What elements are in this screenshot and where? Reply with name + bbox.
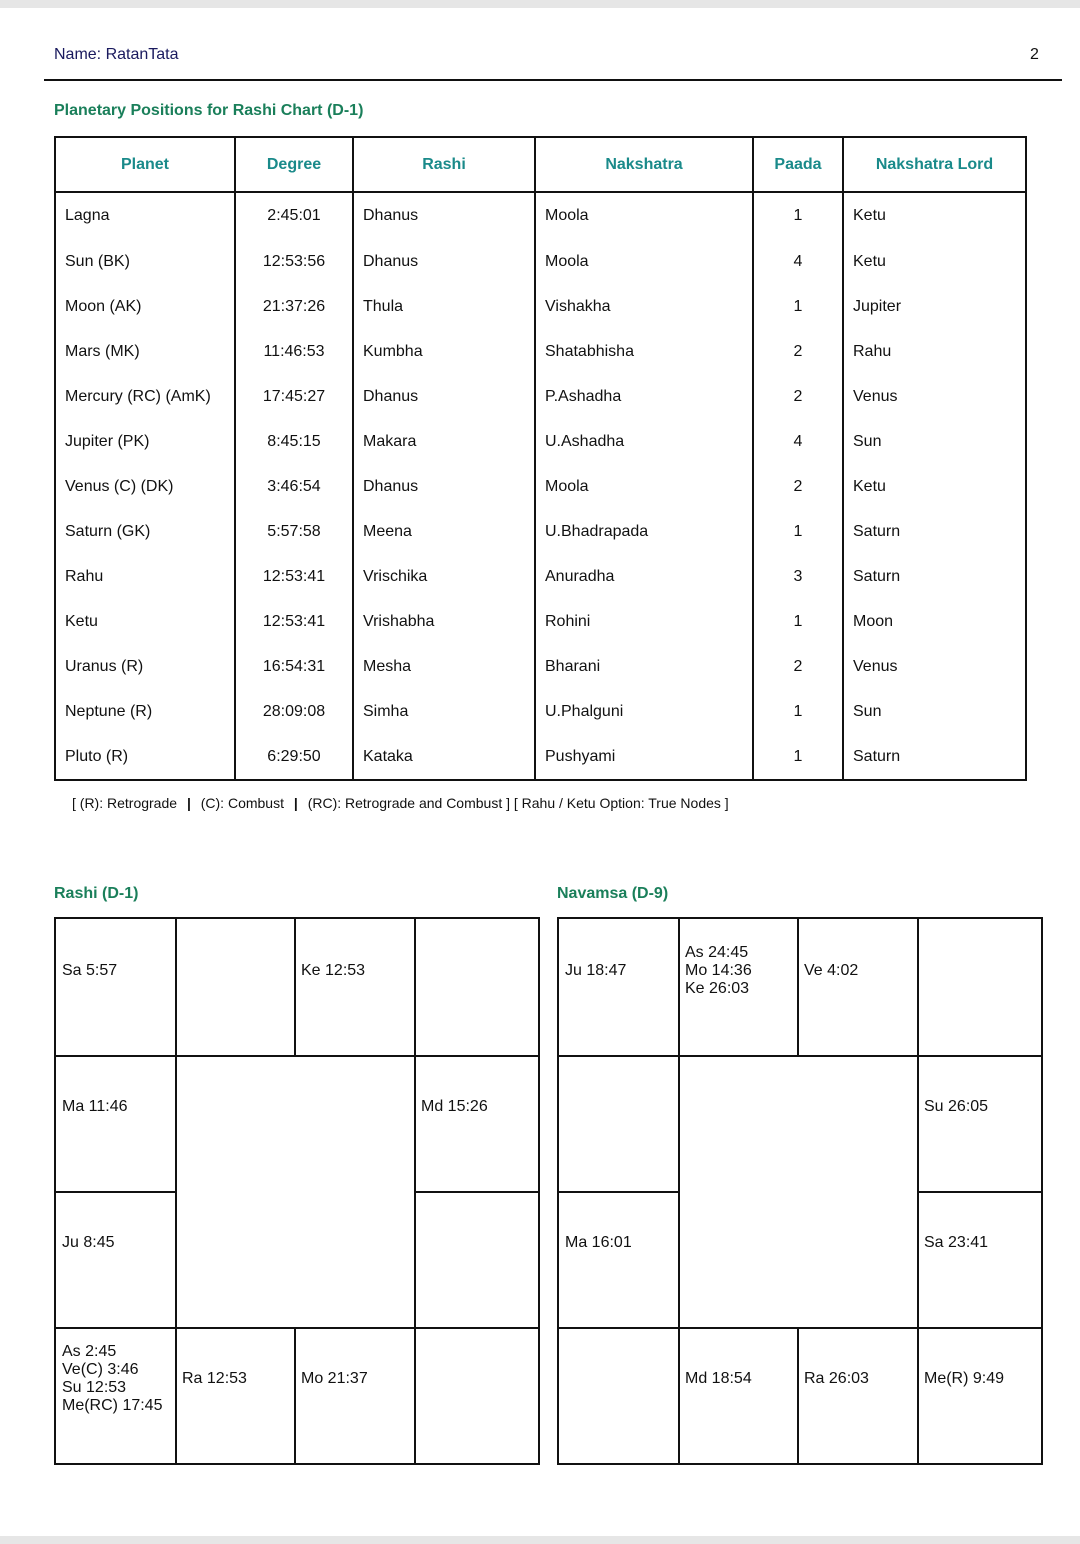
cell-planet: Jupiter (PK) bbox=[55, 419, 235, 464]
table-row bbox=[55, 192, 1026, 239]
cell-rashi: Vrishabha bbox=[353, 599, 535, 644]
cell-paada: 2 bbox=[753, 374, 843, 419]
cell-paada: 1 bbox=[753, 192, 843, 239]
planet-placement: Ra 26:03 bbox=[804, 1370, 869, 1387]
house-cell bbox=[924, 1370, 1037, 1388]
legend-separator: | bbox=[186, 795, 191, 811]
legend-combust: (C): Combust bbox=[200, 795, 284, 811]
chart-divider bbox=[797, 1328, 799, 1463]
cell-degree: 5:57:58 bbox=[235, 509, 353, 554]
cell-planet: Neptune (R) bbox=[55, 689, 235, 734]
cell-nakshatra-lord: Ketu bbox=[853, 207, 886, 224]
cell-nakshatra: U.Bhadrapada bbox=[535, 509, 753, 554]
planet-placement: Su 26:05 bbox=[924, 1098, 989, 1115]
house-cell bbox=[565, 962, 675, 980]
table-row bbox=[55, 464, 1026, 509]
house-cell bbox=[924, 1234, 1037, 1252]
cell-rashi: Kumbha bbox=[353, 329, 535, 374]
cell-paada: 1 bbox=[753, 284, 843, 329]
cell-nakshatra-lord: Jupiter bbox=[853, 297, 902, 315]
table-row bbox=[55, 599, 1026, 644]
chart-divider bbox=[56, 1327, 538, 1329]
chart-divider bbox=[294, 1328, 296, 1463]
cell-paada: 4 bbox=[753, 419, 843, 464]
planet-placement: Ve 4:02 bbox=[804, 962, 859, 979]
cell-rashi: Meena bbox=[353, 509, 535, 554]
cell-nakshatra: Bharani bbox=[535, 644, 753, 689]
cell-nakshatra: Moola bbox=[535, 192, 753, 239]
cell-nakshatra-lord: Rahu bbox=[853, 342, 892, 360]
cell-paada: 1 bbox=[753, 509, 843, 554]
planetary-positions-title: Planetary Positions for Rashi Chart (D-1) bbox=[54, 102, 364, 119]
legend-retro-combust-nodes: (RC): Retrograde and Combust ] [ Rahu / Ketu Option: True Nodes ] bbox=[307, 795, 729, 811]
house-cell bbox=[804, 962, 914, 980]
header-divider bbox=[44, 79, 1062, 81]
cell-paada: 1 bbox=[753, 689, 843, 734]
cell-paada: 4 bbox=[753, 239, 843, 284]
planet-placement: Md 15:26 bbox=[421, 1098, 488, 1115]
house-cell bbox=[685, 1370, 794, 1388]
planet-placement: As 2:45 bbox=[62, 1343, 117, 1360]
cell-rashi: Dhanus bbox=[353, 192, 535, 239]
planet-placement: Ra 12:53 bbox=[182, 1370, 247, 1387]
cell-nakshatra: Pushyami bbox=[535, 734, 753, 780]
cell-nakshatra-lord: Saturn bbox=[853, 747, 901, 765]
cell-degree: 21:37:26 bbox=[235, 284, 353, 329]
navamsa-chart-grid bbox=[557, 917, 1043, 1465]
legend-separator: | bbox=[293, 795, 298, 811]
cell-rashi: Makara bbox=[353, 419, 535, 464]
cell-nakshatra-lord: Moon bbox=[853, 612, 894, 630]
planet-placement: Sa 23:41 bbox=[924, 1234, 989, 1251]
cell-nakshatra: U.Ashadha bbox=[535, 419, 753, 464]
cell-rashi: Dhanus bbox=[353, 239, 535, 284]
cell-planet: Lagna bbox=[55, 192, 235, 239]
table-row bbox=[55, 419, 1026, 464]
top-margin-bar bbox=[0, 0, 1080, 8]
planet-placement: Ke 26:03 bbox=[685, 980, 750, 997]
cell-nakshatra: Moola bbox=[535, 239, 753, 284]
cell-rashi: Kataka bbox=[353, 734, 535, 780]
planet-placement: Mo 21:37 bbox=[301, 1370, 368, 1387]
cell-planet: Pluto (R) bbox=[55, 734, 235, 780]
cell-nakshatra-lord: Saturn bbox=[853, 567, 901, 585]
cell-degree: 2:45:01 bbox=[235, 192, 353, 239]
col-header-degree: Degree bbox=[235, 137, 353, 192]
planet-placement: Ju 18:47 bbox=[565, 962, 627, 979]
header-name: Name: RatanTata bbox=[54, 46, 179, 63]
cell-nakshatra: Moola bbox=[535, 464, 753, 509]
cell-degree: 3:46:54 bbox=[235, 464, 353, 509]
cell-rashi: Vrischika bbox=[353, 554, 535, 599]
cell-planet: Venus (C) (DK) bbox=[55, 464, 235, 509]
chart-divider bbox=[294, 919, 296, 1056]
cell-nakshatra-lord: Venus bbox=[853, 657, 898, 675]
planet-placement: Me(R) 9:49 bbox=[924, 1370, 1005, 1387]
cell-planet: Mercury (RC) (AmK) bbox=[55, 374, 235, 419]
cell-nakshatra-lord: Venus bbox=[853, 387, 898, 405]
navamsa-chart-title: Navamsa (D-9) bbox=[557, 885, 669, 902]
house-cell bbox=[62, 1343, 172, 1415]
cell-degree: 12:53:56 bbox=[235, 239, 353, 284]
cell-nakshatra-lord: Saturn bbox=[853, 522, 901, 540]
cell-planet: Rahu bbox=[55, 554, 235, 599]
table-row bbox=[55, 374, 1026, 419]
house-cell bbox=[62, 1234, 172, 1252]
house-cell bbox=[421, 1098, 534, 1116]
col-header-nakshatra: Nakshatra bbox=[535, 137, 753, 192]
cell-nakshatra-lord: Ketu bbox=[853, 252, 886, 270]
table-row bbox=[55, 734, 1026, 780]
chart-divider bbox=[415, 1191, 538, 1193]
table-row bbox=[55, 284, 1026, 329]
planetary-positions-table bbox=[54, 136, 1027, 781]
planet-placement: Mo 14:36 bbox=[685, 962, 752, 979]
table-row bbox=[55, 689, 1026, 734]
planet-placement: Sa 5:57 bbox=[62, 962, 118, 979]
cell-nakshatra: P.Ashadha bbox=[535, 374, 753, 419]
house-cell bbox=[804, 1370, 914, 1388]
page-number: 2 bbox=[1030, 46, 1039, 63]
cell-nakshatra-lord: Ketu bbox=[853, 477, 886, 495]
cell-planet: Moon (AK) bbox=[55, 284, 235, 329]
cell-nakshatra: Shatabhisha bbox=[535, 329, 753, 374]
table-row bbox=[55, 329, 1026, 374]
cell-nakshatra: U.Phalguni bbox=[535, 689, 753, 734]
cell-nakshatra-lord: Sun bbox=[853, 702, 882, 720]
planet-placement: Ke 12:53 bbox=[301, 962, 366, 979]
table-row bbox=[55, 509, 1026, 554]
cell-rashi: Mesha bbox=[353, 644, 535, 689]
cell-nakshatra-lord: Sun bbox=[853, 432, 882, 450]
planet-placement: Me(RC) 17:45 bbox=[62, 1397, 163, 1414]
cell-degree: 12:53:41 bbox=[235, 599, 353, 644]
cell-paada: 2 bbox=[753, 329, 843, 374]
chart-divider bbox=[559, 1327, 1041, 1329]
cell-degree: 17:45:27 bbox=[235, 374, 353, 419]
house-cell bbox=[182, 1370, 291, 1388]
table-row bbox=[55, 239, 1026, 284]
bottom-margin-bar bbox=[0, 1536, 1080, 1544]
chart-divider bbox=[559, 1191, 679, 1193]
cell-planet: Saturn (GK) bbox=[55, 509, 235, 554]
house-cell bbox=[685, 944, 794, 998]
chart-divider bbox=[918, 1191, 1041, 1193]
cell-nakshatra: Anuradha bbox=[535, 554, 753, 599]
chart-divider bbox=[559, 1055, 1041, 1057]
cell-rashi: Thula bbox=[353, 284, 535, 329]
cell-paada: 2 bbox=[753, 464, 843, 509]
planet-placement: Su 12:53 bbox=[62, 1379, 127, 1396]
cell-paada: 2 bbox=[753, 644, 843, 689]
house-cell bbox=[301, 962, 411, 980]
cell-planet: Ketu bbox=[55, 599, 235, 644]
legend-retrograde: [ (R): Retrograde bbox=[72, 795, 178, 811]
col-header-nakshatra-lord: Nakshatra Lord bbox=[843, 137, 1026, 192]
planet-placement: Ve(C) 3:46 bbox=[62, 1361, 139, 1378]
cell-degree: 12:53:41 bbox=[235, 554, 353, 599]
table-row bbox=[55, 644, 1026, 689]
cell-planet: Mars (MK) bbox=[55, 329, 235, 374]
planet-placement: Ma 16:01 bbox=[565, 1234, 632, 1251]
chart-divider bbox=[56, 1191, 176, 1193]
chart-divider bbox=[56, 1055, 538, 1057]
rashi-chart-grid bbox=[54, 917, 540, 1465]
cell-degree: 11:46:53 bbox=[235, 329, 353, 374]
cell-nakshatra: Rohini bbox=[535, 599, 753, 644]
planet-placement: Ju 8:45 bbox=[62, 1234, 115, 1251]
col-header-rashi: Rashi bbox=[353, 137, 535, 192]
cell-paada: 1 bbox=[753, 734, 843, 780]
house-cell bbox=[62, 962, 172, 980]
cell-rashi: Simha bbox=[353, 689, 535, 734]
cell-degree: 16:54:31 bbox=[235, 644, 353, 689]
rashi-chart-title: Rashi (D-1) bbox=[54, 885, 139, 902]
cell-paada: 3 bbox=[753, 554, 843, 599]
house-cell bbox=[924, 1098, 1037, 1116]
table-header-row bbox=[55, 137, 1026, 192]
cell-rashi: Dhanus bbox=[353, 374, 535, 419]
house-cell bbox=[301, 1370, 411, 1388]
cell-paada: 1 bbox=[753, 599, 843, 644]
cell-degree: 8:45:15 bbox=[235, 419, 353, 464]
cell-degree: 28:09:08 bbox=[235, 689, 353, 734]
cell-planet: Sun (BK) bbox=[55, 239, 235, 284]
cell-nakshatra: Vishakha bbox=[535, 284, 753, 329]
planet-placement: Md 18:54 bbox=[685, 1370, 752, 1387]
cell-degree: 6:29:50 bbox=[235, 734, 353, 780]
house-cell bbox=[565, 1234, 675, 1252]
table-row bbox=[55, 554, 1026, 599]
planet-placement: As 24:45 bbox=[685, 944, 749, 961]
house-cell bbox=[62, 1098, 172, 1116]
col-header-paada: Paada bbox=[753, 137, 843, 192]
col-header-planet: Planet bbox=[55, 137, 235, 192]
planet-placement: Ma 11:46 bbox=[62, 1098, 128, 1115]
chart-divider bbox=[797, 919, 799, 1056]
cell-rashi: Dhanus bbox=[353, 464, 535, 509]
legend-note bbox=[72, 795, 729, 811]
cell-planet: Uranus (R) bbox=[55, 644, 235, 689]
